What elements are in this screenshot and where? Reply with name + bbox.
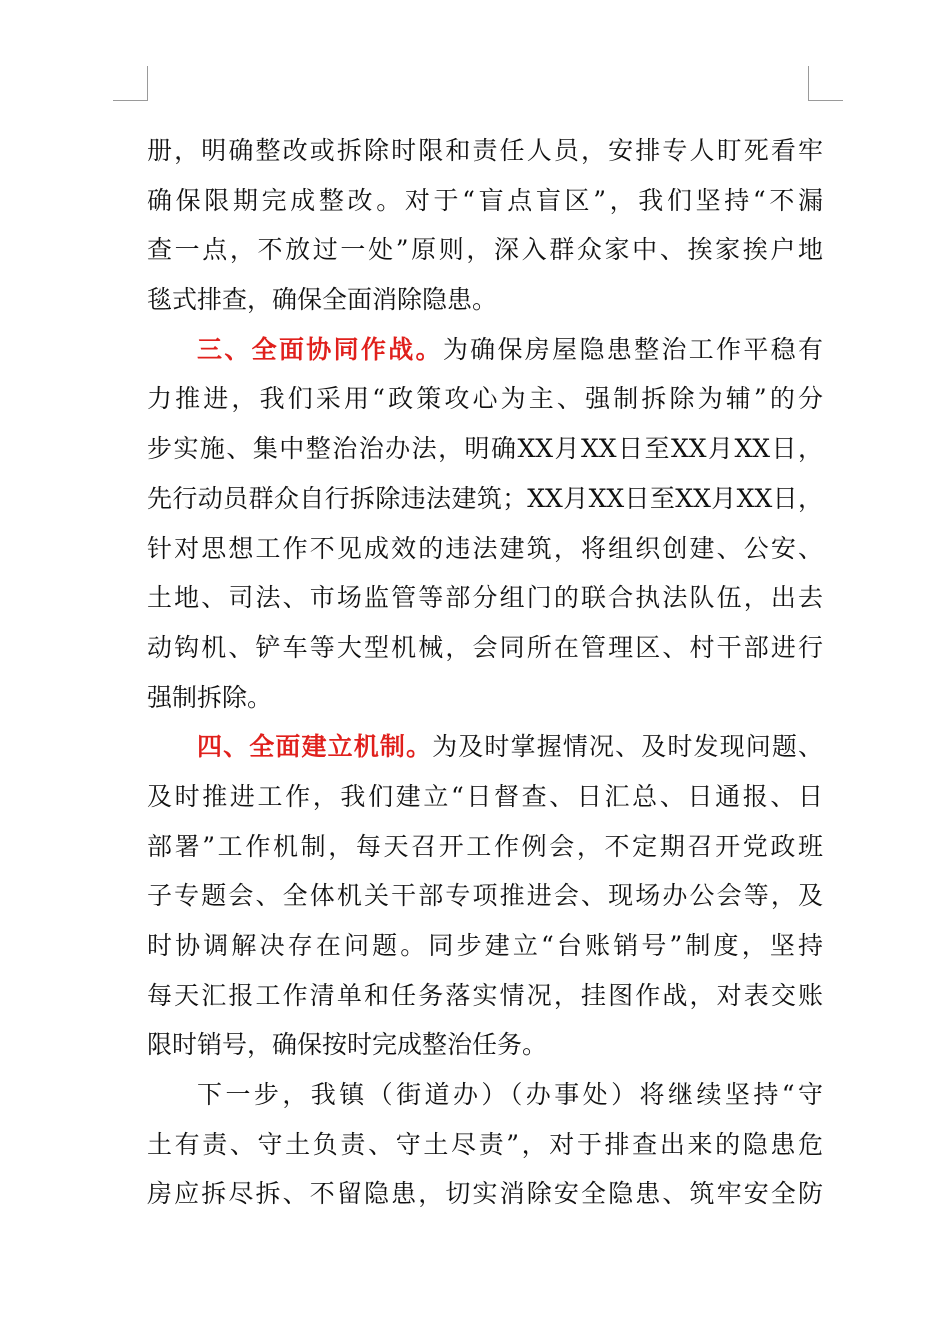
text-line bbox=[147, 722, 823, 772]
text-line: 每天汇报工作清单和任务落实情况，挂图作战，对表交账 bbox=[147, 980, 823, 1010]
text-line: 时协调解决存在问题。同步建立“台账销号”制度，坚持 bbox=[147, 931, 823, 960]
text-line: 限时销号，确保按时完成整治任务。 bbox=[147, 1030, 548, 1060]
text-line: 土地、司法、市场监管等部分组门的联合执法队伍，出去 bbox=[147, 583, 823, 613]
paragraph-section-four bbox=[147, 722, 823, 1070]
text-line: 房应拆尽拆、不留隐患，切实消除安全隐患、筑牢安全防 bbox=[147, 1179, 823, 1209]
text-line: 册，明确整改或拆除时限和责任人员，安排专人盯死看牢 bbox=[147, 136, 823, 165]
text-line: 先行动员群众自行拆除违法建筑；XX月XX日至XX月XX日， bbox=[147, 483, 823, 513]
crop-mark-top-right bbox=[808, 66, 843, 101]
text-line: 毯式排查，确保全面消除隐患。 bbox=[147, 285, 498, 315]
text-line: 子专题会、全体机关干部专项推进会、现场办公会等，及 bbox=[147, 881, 823, 911]
text-line: 针对思想工作不见成效的违法建筑，将组织创建、公安、 bbox=[147, 533, 823, 563]
text-line: 下一步，我镇（街道办）（办事处）将继续坚持“守 bbox=[197, 1080, 823, 1110]
text-run: 为确保房屋隐患整治工作平稳有 bbox=[442, 334, 823, 364]
crop-mark-top-left bbox=[113, 66, 148, 101]
text-line: 土有责、守土负责、守土尽责”，对于排查出来的隐患危 bbox=[147, 1129, 823, 1159]
text-line: 力推进，我们采用“政策攻心为主、强制拆除为辅”的分 bbox=[147, 384, 823, 414]
paragraph-continuation bbox=[147, 126, 823, 325]
text-line: 强制拆除。 bbox=[147, 682, 273, 712]
text-line: 部署”工作机制，每天召开工作例会，不定期召开党政班 bbox=[147, 831, 823, 861]
text-line: 及时推进工作，我们建立“日督查、日汇总、日通报、日 bbox=[147, 781, 823, 811]
paragraph-section-three bbox=[147, 325, 823, 723]
text-line: 步实施、集中整治治办法，明确XX月XX日至XX月XX日， bbox=[147, 434, 823, 464]
section-heading-three: 三、全面协同作战。 bbox=[197, 334, 443, 364]
document-body bbox=[147, 126, 823, 1219]
text-run: 为及时掌握情况、及时发现问题、 bbox=[432, 732, 823, 762]
text-line: 动钩机、铲车等大型机械，会同所在管理区、村干部进行 bbox=[147, 632, 823, 662]
text-line: 查一点，不放过一处”原则，深入群众家中、挨家挨户地 bbox=[147, 235, 823, 265]
paragraph-next-step bbox=[147, 1070, 823, 1219]
text-line: 确保限期完成整改。对于“盲点盲区”，我们坚持“不漏 bbox=[147, 185, 823, 215]
section-heading-four: 四、全面建立机制。 bbox=[197, 732, 433, 762]
text-line bbox=[147, 325, 823, 375]
